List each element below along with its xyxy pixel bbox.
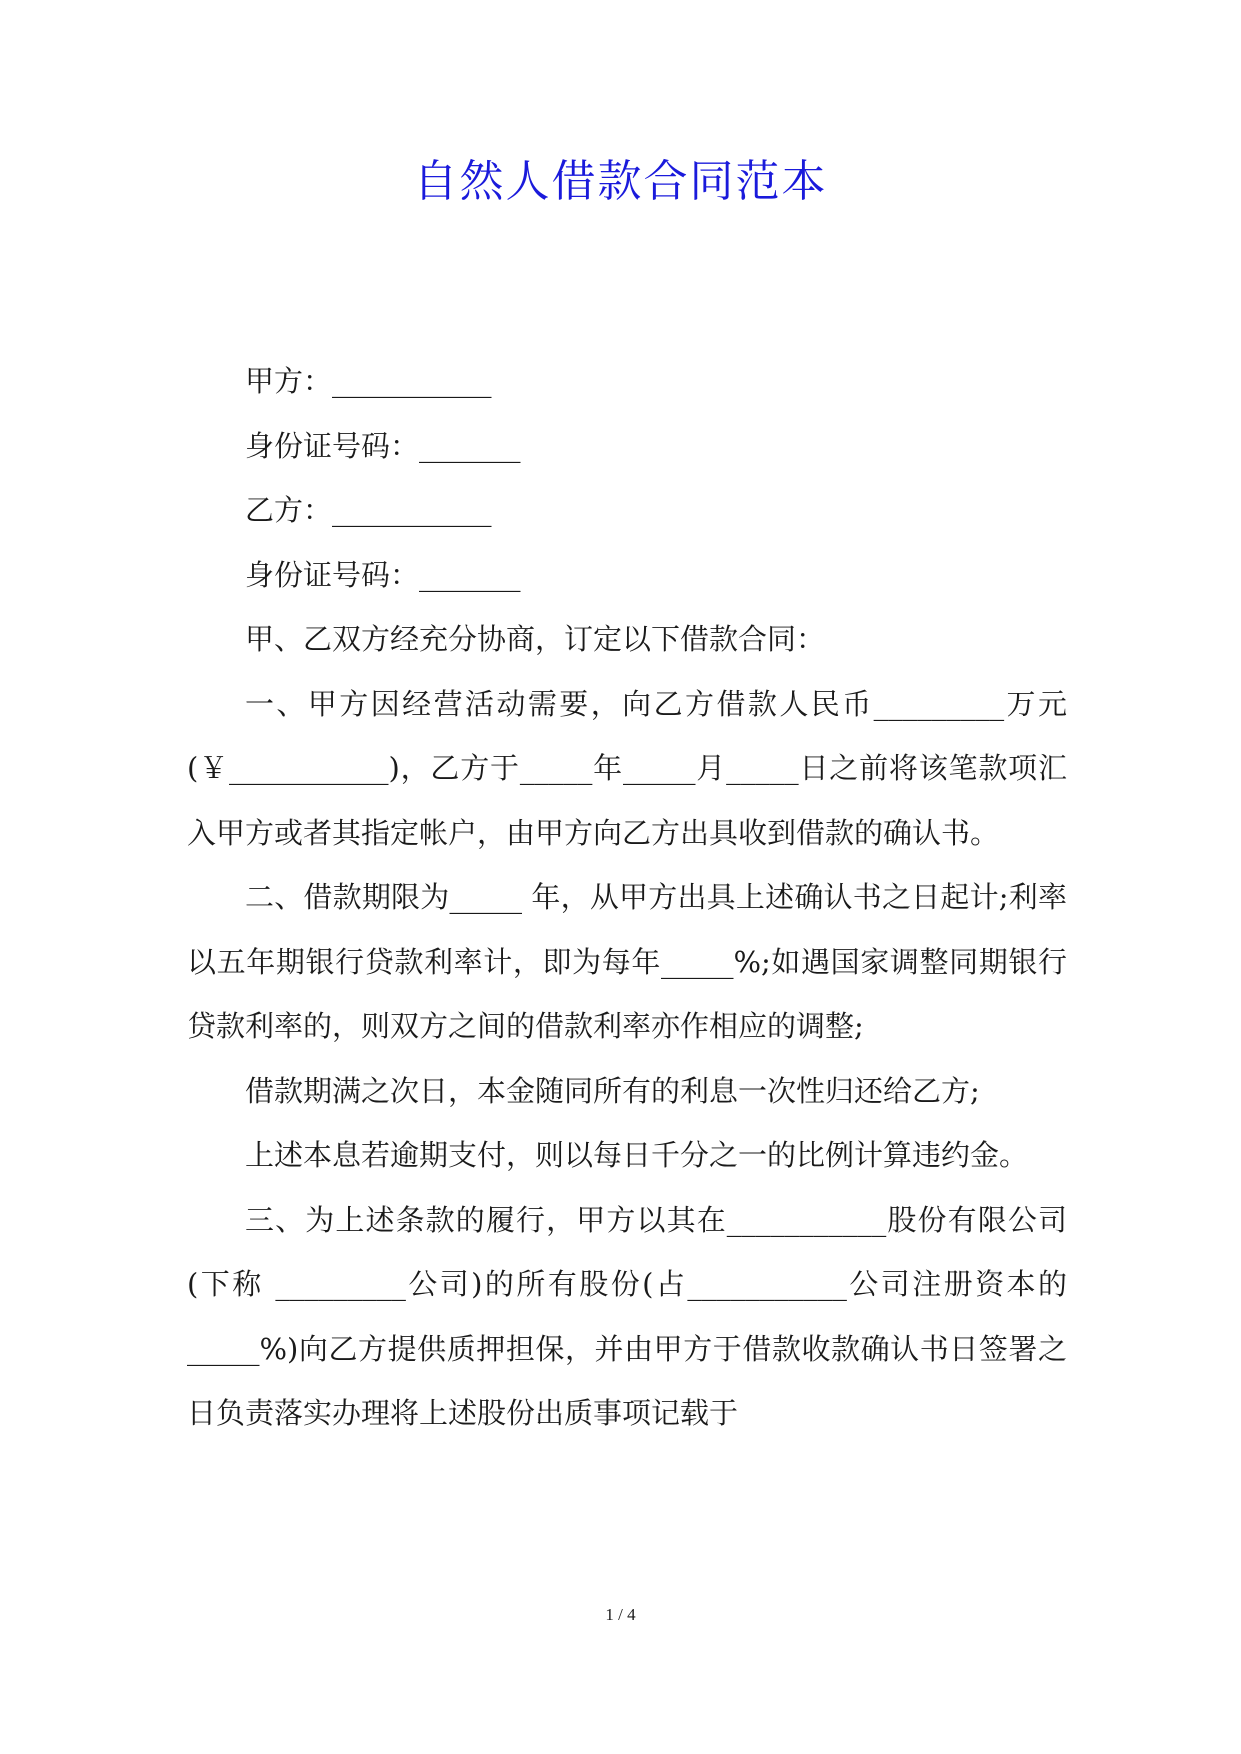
party-b-id-line: 身份证号码：_______ [245, 557, 521, 592]
party-b-line: 乙方：___________ [245, 493, 492, 527]
repayment-paragraph: 借款期满之次日，本金随同所有的利息一次性归还给乙方; [245, 1073, 980, 1108]
document-title: 自然人借款合同范本 [413, 156, 828, 207]
document-body [187, 349, 1077, 1446]
party-a-line: 甲方：___________ [245, 364, 492, 398]
clause-3-paragraph: 三、为上述条款的履行，甲方以其在___________股份有限公司(下称 _________公司)的所有股份(占___________公司注册资本的 _____%)向乙方提供质押担保，并由甲方于借款收款确认书日签署之日负责落实办理将上述股份出质事项记载于 [187, 1202, 1077, 1430]
preamble-paragraph: 甲、乙双方经充分协商，订定以下借款合同： [245, 622, 826, 656]
page-number: 1 / 4 [605, 1605, 636, 1624]
clause-1-paragraph: 一、甲方因经营活动需要，向乙方借款人民币_________万元(￥___________)，乙方于_____年_____月_____日之前将该笔款项汇入甲方或者其指定帐户，由甲方向乙方出具收到借款的确认书。 [187, 686, 1067, 850]
penalty-paragraph: 上述本息若逾期支付，则以每日千分之一的比例计算违约金。 [245, 1138, 1029, 1172]
clause-2-paragraph: 二、借款期限为_____ 年，从甲方出具上述确认书之日起计;利率以五年期银行贷款利率计，即为每年_____%;如遇国家调整同期银行贷款利率的，则双方之间的借款利率亦作相应的调整; [187, 880, 1067, 1043]
party-a-id-line: 身份证号码：_______ [245, 428, 521, 463]
